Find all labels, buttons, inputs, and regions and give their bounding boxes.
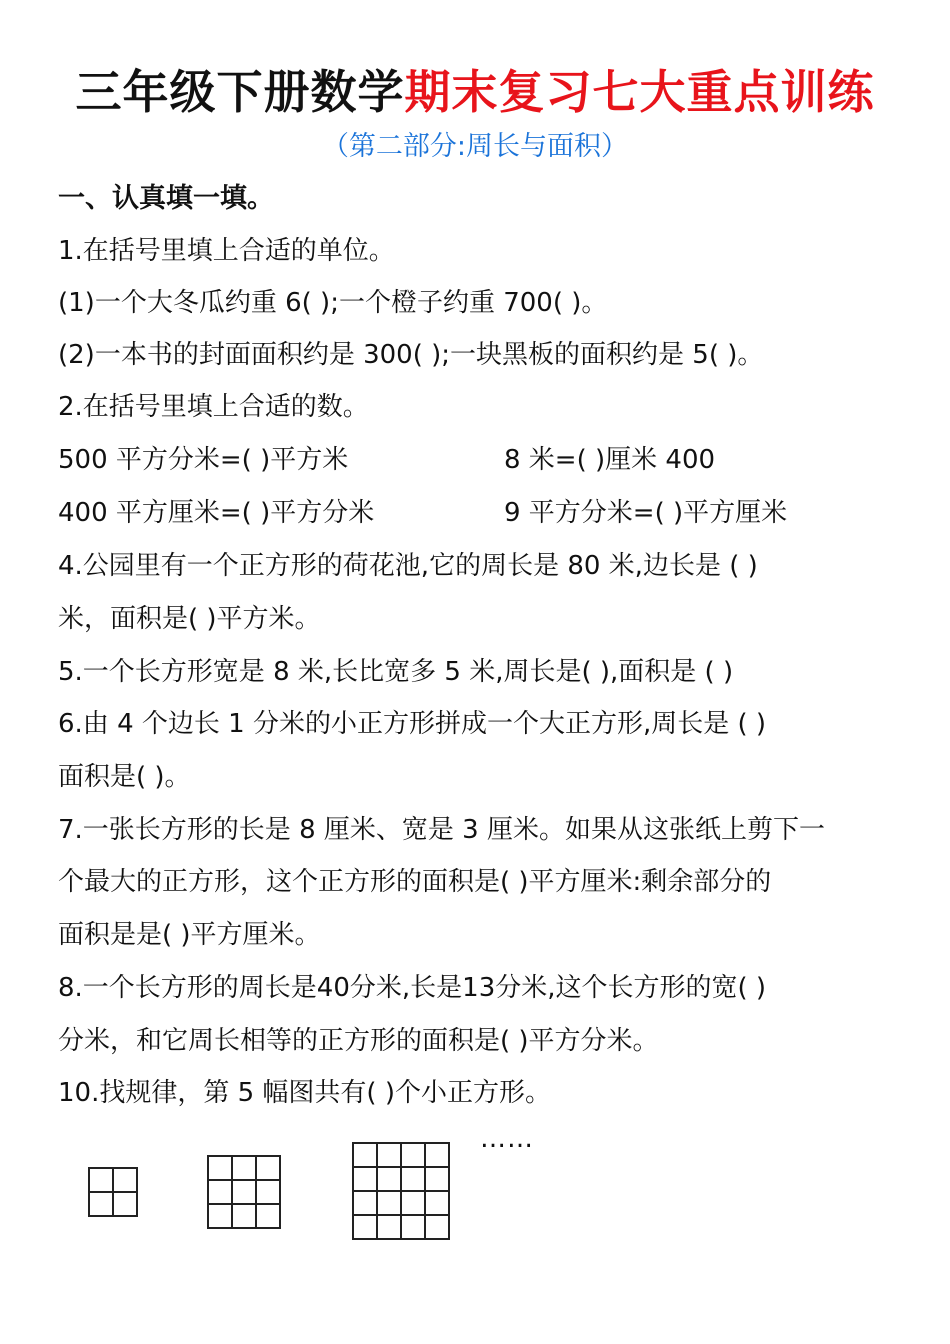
question-5: 5.一个长方形宽是 8 米,长比宽多 5 米,周长是( ),面积是 ( ) bbox=[58, 657, 734, 687]
conversion-1: 500 平方分米=( )平方米 bbox=[58, 445, 349, 475]
question-1-part-2: (2)一本书的封面面积约是 300( );一块黑板的面积约是 5( )。 bbox=[58, 340, 764, 370]
page-title bbox=[0, 56, 950, 122]
question-1: 1.在括号里填上合适的单位。 bbox=[58, 236, 395, 266]
pattern-figure-2 bbox=[207, 1155, 281, 1229]
question-4-line-2: 米，面积是( )平方米。 bbox=[58, 604, 321, 634]
question-6-line-1: 6.由 4 个边长 1 分米的小正方形拼成一个大正方形,周长是 ( ) bbox=[58, 709, 767, 739]
conversion-3: 400 平方厘米=( )平方分米 bbox=[58, 498, 375, 528]
question-10: 10.找规律，第 5 幅图共有( )个小正方形。 bbox=[58, 1078, 551, 1108]
title-red-part: 期末复习七大重点训练 bbox=[404, 65, 875, 119]
conversion-4: 9 平方分米=( )平方厘米 bbox=[504, 498, 788, 528]
pattern-figure-1 bbox=[88, 1167, 138, 1217]
conversion-2: 8 米=( )厘米 400 bbox=[504, 445, 716, 475]
question-8-line-2: 分米，和它周长相等的正方形的面积是( )平方分米。 bbox=[58, 1026, 659, 1056]
pattern-ellipsis: …… bbox=[480, 1124, 534, 1154]
page-subtitle: （第二部分:周长与面积） bbox=[321, 131, 629, 162]
question-2: 2.在括号里填上合适的数。 bbox=[58, 392, 369, 422]
question-7-line-3: 面积是是( )平方厘米。 bbox=[58, 920, 321, 950]
question-6-line-2: 面积是( )。 bbox=[58, 762, 191, 792]
question-7-line-2: 个最大的正方形，这个正方形的面积是( )平方厘米:剩余部分的 bbox=[58, 867, 772, 897]
question-7-line-1: 7.一张长方形的长是 8 厘米、宽是 3 厘米。如果从这张纸上剪下一 bbox=[58, 815, 825, 845]
question-1-part-1: (1)一个大冬瓜约重 6( );一个橙子约重 700( )。 bbox=[58, 288, 608, 318]
pattern-figure-3 bbox=[352, 1142, 450, 1240]
question-8-line-1: 8.一个长方形的周长是40分米,长是13分米,这个长方形的宽( ) bbox=[58, 973, 767, 1003]
title-black-part: 三年级下册数学 bbox=[75, 65, 405, 119]
section-heading: 一、认真填一填。 bbox=[58, 183, 274, 214]
question-4-line-1: 4.公园里有一个正方形的荷花池,它的周长是 80 米,边长是 ( ) bbox=[58, 551, 758, 581]
